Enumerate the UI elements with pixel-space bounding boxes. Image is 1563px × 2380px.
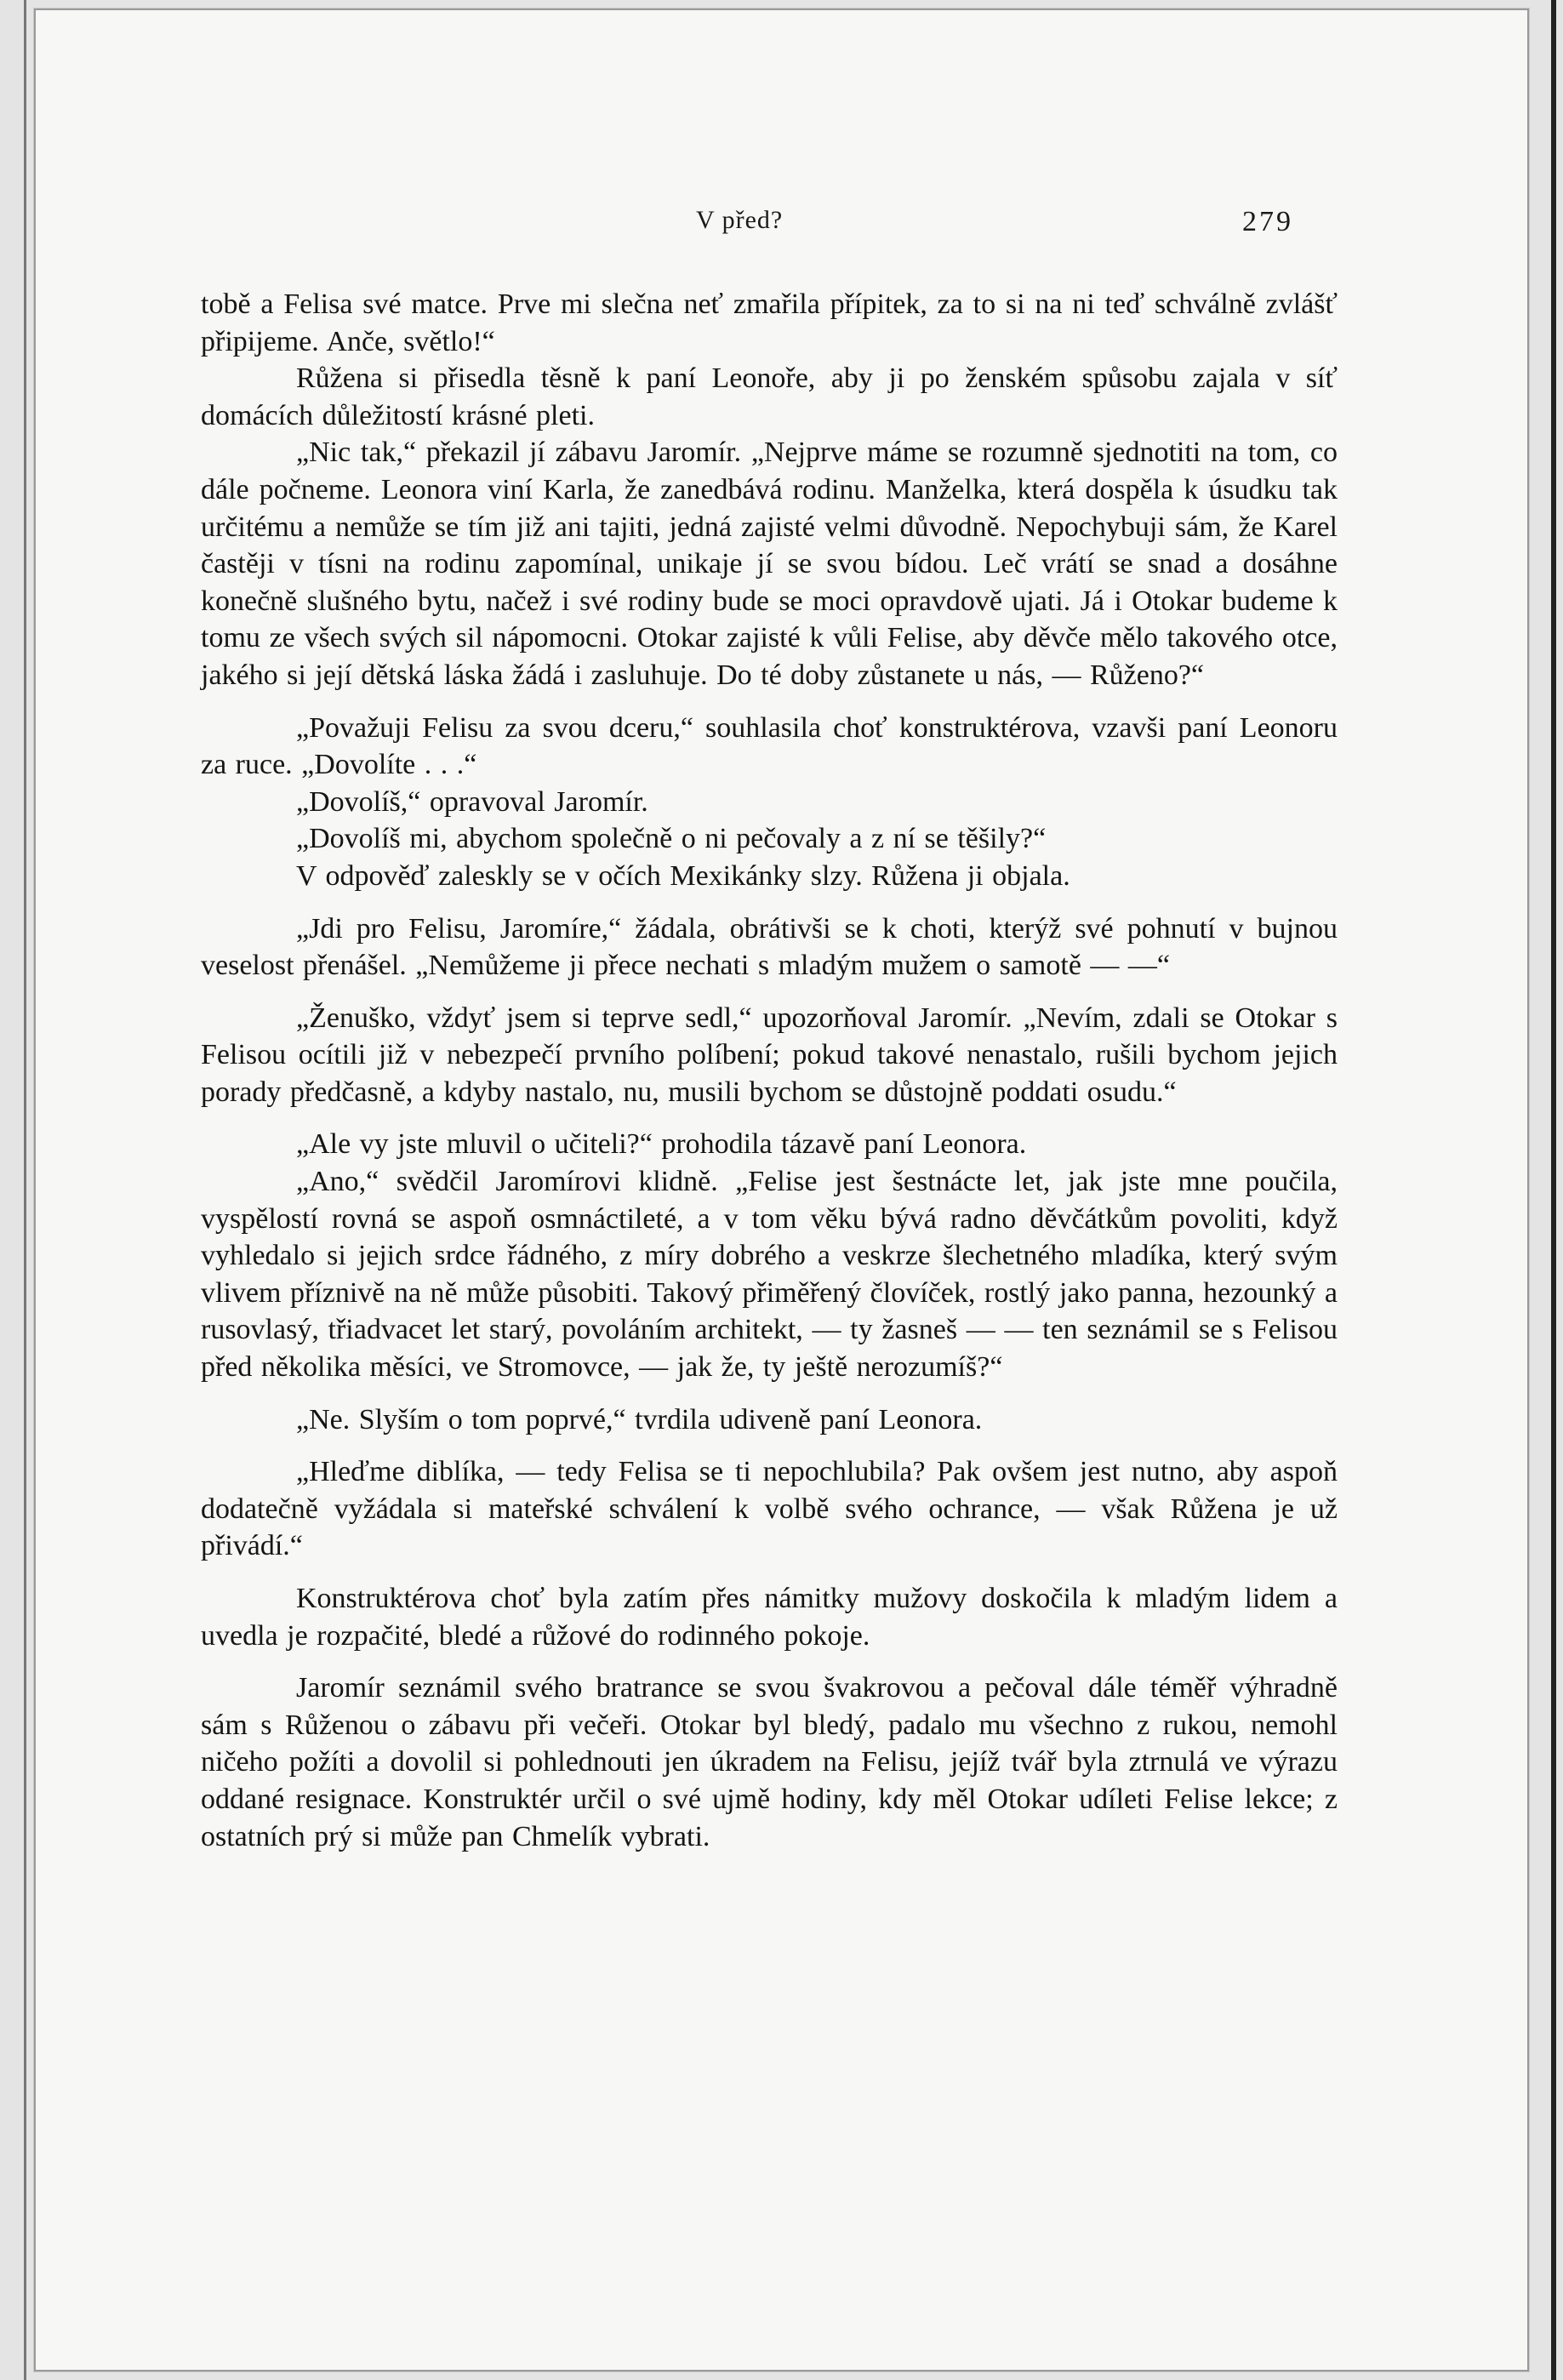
paragraph: Růžena si přisedla těsně k paní Leonoře, aby ji po ženském spůsobu zajala v síť domácích důležitostí krásné pleti. xyxy=(201,362,1338,431)
paragraph: „Hleďme diblíka, — tedy Felisa se ti nepochlubila? Pak ovšem jest nutno, aby aspoň dodatečně vyžádala si mateřské schválení k volbě svého ochrance, — však Růžena je už přivádí.“ xyxy=(201,1456,1338,1562)
paragraph: tobě a Felisa své matce. Prve mi slečna neť zmařila přípitek, za to si na ni teď schválně zvlášť připijeme. Anče, světlo!“ xyxy=(201,288,1338,357)
paragraph: Jaromír seznámil svého bratrance se svou švakrovou a pečoval dále téměř výhradně sám s Růženou o zábavu při večeři. Otokar byl bledý, padalo mu všechno z rukou, nemohl ničeho požíti a dovolil si pohlednouti jen úkradem na Felisu, jejíž tvář byla ztrnulá ve výrazu oddané resignace. Konstruktér určil o své ujmě hodiny, kdy měl Otokar udíleti Felise lekce; z ostatních prý si může pan Chmelík vybrati. xyxy=(201,1672,1338,1852)
paragraph: „Dovolíš,“ opravoval Jaromír. xyxy=(296,785,648,818)
paragraph: „Ne. Slyším o tom poprvé,“ tvrdila udiveně paní Leonora. xyxy=(296,1403,983,1435)
paragraph: „Ženuško, vždyť jsem si teprve sedl,“ upozorňoval Jaromír. „Nevím, zdali se Otokar s Felisou ocítili již v nebezpečí prvního políbení; pokud takové nenastalo, rušili bychom jejich porady předčasně, a kdyby nastalo, nu, musili bychom se důstojně poddati osudu.“ xyxy=(201,1002,1338,1108)
page-header xyxy=(34,206,1529,240)
book-page xyxy=(34,9,1529,2371)
paragraph: „Dovolíš mi, abychom společně o ni pečovaly a z ní se těšily?“ xyxy=(296,823,1047,855)
body-text xyxy=(201,286,1338,1855)
scan-edge xyxy=(1551,0,1556,2380)
paragraph: V odpověď zaleskly se v očích Mexikánky slzy. Růžena ji objala. xyxy=(296,859,1070,892)
paragraph: „Ano,“ svědčil Jaromírovi klidně. „Felise jest šestnácte let, jak jste mne poučila, vyspělostí rovná se aspoň osmnáctileté, a v tom věku bývá radno děvčátkům povoliti, když vyhledalo si jejich srdce řádného, z míry dobrého a veskrze šlechetného mladíka, který svým vlivem příznivě na ně může působiti. Takový přiměřený človíček, rostlý jako panna, hezounký a rusovlasý, třiadvacet let starý, povoláním architekt, — ty žasneš — — ten seznámil se s Felisou před několika měsíci, ve Stromovce, — jak že, ty ještě nerozumíš?“ xyxy=(201,1166,1338,1384)
paragraph: „Považuji Felisu za svou dceru,“ souhlasila choť konstruktérova, vzavši paní Leonoru za ruce. „Dovolíte . . .“ xyxy=(201,711,1338,781)
page-number: 279 xyxy=(1242,206,1293,237)
paragraph: „Ale vy jste mluvil o učiteli?“ prohodila tázavě paní Leonora. xyxy=(296,1128,1027,1161)
paragraph: „Jdi pro Felisu, Jaromíre,“ žádala, obrátivši se k choti, kterýž své pohnutí v bujnou veselost přenášel. „Nemůžeme ji přece nechati s mladým mužem o samotě — —“ xyxy=(201,912,1338,982)
running-title: V před? xyxy=(696,206,784,234)
binding-edge xyxy=(24,0,26,2380)
paragraph: „Nic tak,“ překazil jí zábavu Jaromír. „Nejprve máme se rozumně sjednotiti na tom, co dále počneme. Leonora viní Karla, že zanedbává rodinu. Manželka, která dospěla k úsudku tak určitému a nemůže se tím již ani tajiti, jedná zajisté velmi důvodně. Nepochybuji sám, že Karel častěji v tísni na rodinu zapomínal, unikaje jí se svou bídou. Leč vrátí se snad a dosáhne konečně slušného bytu, načež i své rodiny bude se moci opravdově ujati. Já i Otokar budeme k tomu ze všech svých sil nápomocni. Otokar zajisté k vůli Felise, aby děvče mělo takového otce, jakého si její dětská láska žádá i zasluhuje. Do té doby zůstanete u nás, — Růženo?“ xyxy=(201,437,1338,691)
paragraph: Konstruktérova choť byla zatím přes námitky mužovy doskočila k mladým lidem a uvedla je rozpačité, bledé a růžové do rodinného pokoje. xyxy=(201,1583,1338,1652)
